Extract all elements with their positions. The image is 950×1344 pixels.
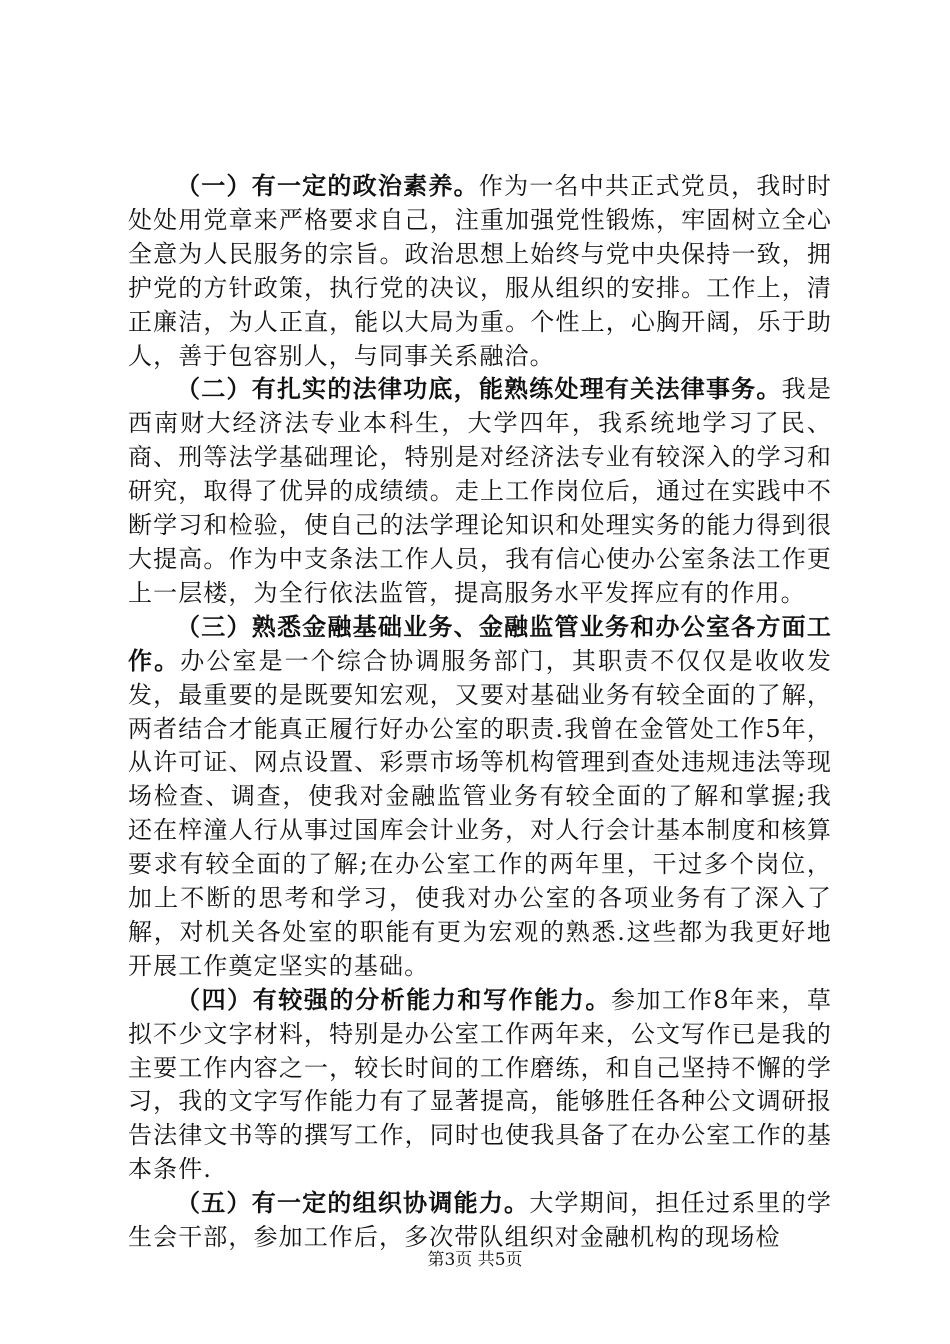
paragraph-writing-ability — [128, 984, 832, 1187]
paragraph-text: 大学期间，担任过系里的学生会干部，参加工作后，多次带队组织对金融机构的现场检 — [128, 1189, 833, 1252]
paragraph-political-quality — [128, 170, 832, 373]
page-number-footer: 第3页 共5页 — [427, 1250, 523, 1270]
paragraph-text: 参加工作8年来，草拟不少文字材料，特别是办公室工作两年来，公文写作已是我的主要工作内容之一，较长时间的工作磨练，和自己坚持不懈的学习，我的文字写作能力有了显著提高，能够胜任各种公文调研报告法律文书等的撰写工作，同时也使我具备了在办公室工作的基本条件. — [128, 985, 833, 1184]
paragraph-heading: （三）熟悉金融基础业务、金融监管业务和办公室各方面工作。 — [128, 612, 832, 675]
paragraph-heading: （四）有较强的分析能力和写作能力。 — [176, 985, 611, 1014]
paragraph-heading: （二）有扎实的法律功底，能熟练处理有关法律事务。 — [176, 375, 782, 404]
paragraph-heading: （一）有一定的政治素养。 — [176, 172, 479, 200]
paragraph-heading: （五）有一定的组织协调能力。 — [176, 1189, 530, 1218]
paragraph-text: 我是西南财大经济法专业本科生，大学四年，我系统地学习了民、商、刑等法学基础理论，特别是对经济法专业有较深入的学习和研究，取得了优异的成绩绩。走上工作岗位后，通过在实践中不断学习和检验，使自己的法学理论知识和处理实务的能力得到很大提高。作为中支条法工作人员，我有信心使办公室条法工作更上一层楼，为全行依法监管，提高服务水平发挥应有的作用。 — [128, 375, 832, 607]
paragraph-text: 办公室是一个综合协调服务部门，其职责不仅仅是收收发发，最重要的是既要知宏观，又要对基础业务有较全面的了解，两者结合才能真正履行好办公室的职责.我曾在金管处工作5年，从许可证、网点设置、彩票市场等机构管理到查处违规违法等现场检查、调查，使我对金融监管业务有较全面的了解和掌握;我还在梓潼人行从事过国库会计业务，对人行会计基本制度和核算要求有较全面的了解;在办公室工作的两年里，干过多个岗位，加上不断的思考和学习，使我对办公室的各项业务有了深入了解，对机关各处室的职能有更为宏观的熟悉.这些都为我更好地开展工作奠定坚实的基础。 — [128, 646, 833, 980]
paragraph-financial-business — [128, 611, 832, 984]
paragraph-legal-foundation — [128, 373, 832, 610]
paragraph-text: 作为一名中共正式党员，我时时处处用党章来严格要求自己，注重加强党性锻炼，牢固树立全心全意为人民服务的宗旨。政治思想上始终与党中央保持一致，拥护党的方针政策，执行党的决议，服从组织的安排。工作上，清正廉洁，为人正直，能以大局为重。个性上，心胸开阔，乐于助人，善于包容别人，与同事关系融洽。 — [128, 172, 832, 370]
document-body — [128, 170, 832, 1255]
